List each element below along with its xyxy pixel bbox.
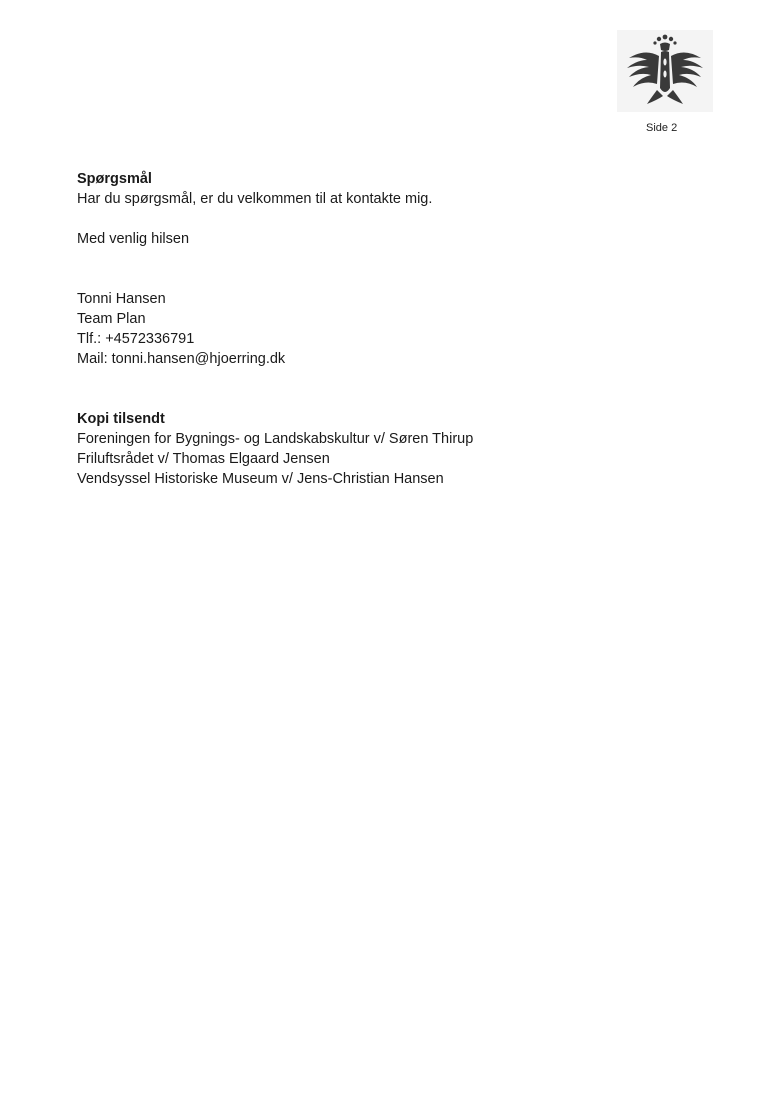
copy-recipients-section xyxy=(77,409,697,489)
copy-heading: Kopi tilsendt xyxy=(77,411,165,427)
closing-greeting: Med venlig hilsen xyxy=(77,231,190,247)
spacer xyxy=(77,209,697,229)
signature-mail: Mail: tonni.hansen@hjoerring.dk xyxy=(77,351,286,367)
page-number: Side 2 xyxy=(646,122,678,134)
signature-phone: Tlf.: +4572336791 xyxy=(77,331,195,347)
signature-team: Team Plan xyxy=(77,311,146,327)
letter-body xyxy=(77,169,697,489)
signature-name: Tonni Hansen xyxy=(77,291,166,307)
copy-recipient: Friluftsrådet v/ Thomas Elgaard Jensen xyxy=(77,451,330,467)
signature-block xyxy=(77,289,697,369)
municipality-crest-icon xyxy=(617,30,713,112)
questions-text: Har du spørgsmål, er du velkommen til at kontakte mig. xyxy=(77,191,433,207)
spacer xyxy=(77,369,697,409)
copy-recipient: Vendsyssel Historiske Museum v/ Jens-Christian Hansen xyxy=(77,471,444,487)
signature-space xyxy=(77,249,697,289)
copy-recipient: Foreningen for Bygnings- og Landskabskultur v/ Søren Thirup xyxy=(77,431,474,447)
questions-heading: Spørgsmål xyxy=(77,171,152,187)
